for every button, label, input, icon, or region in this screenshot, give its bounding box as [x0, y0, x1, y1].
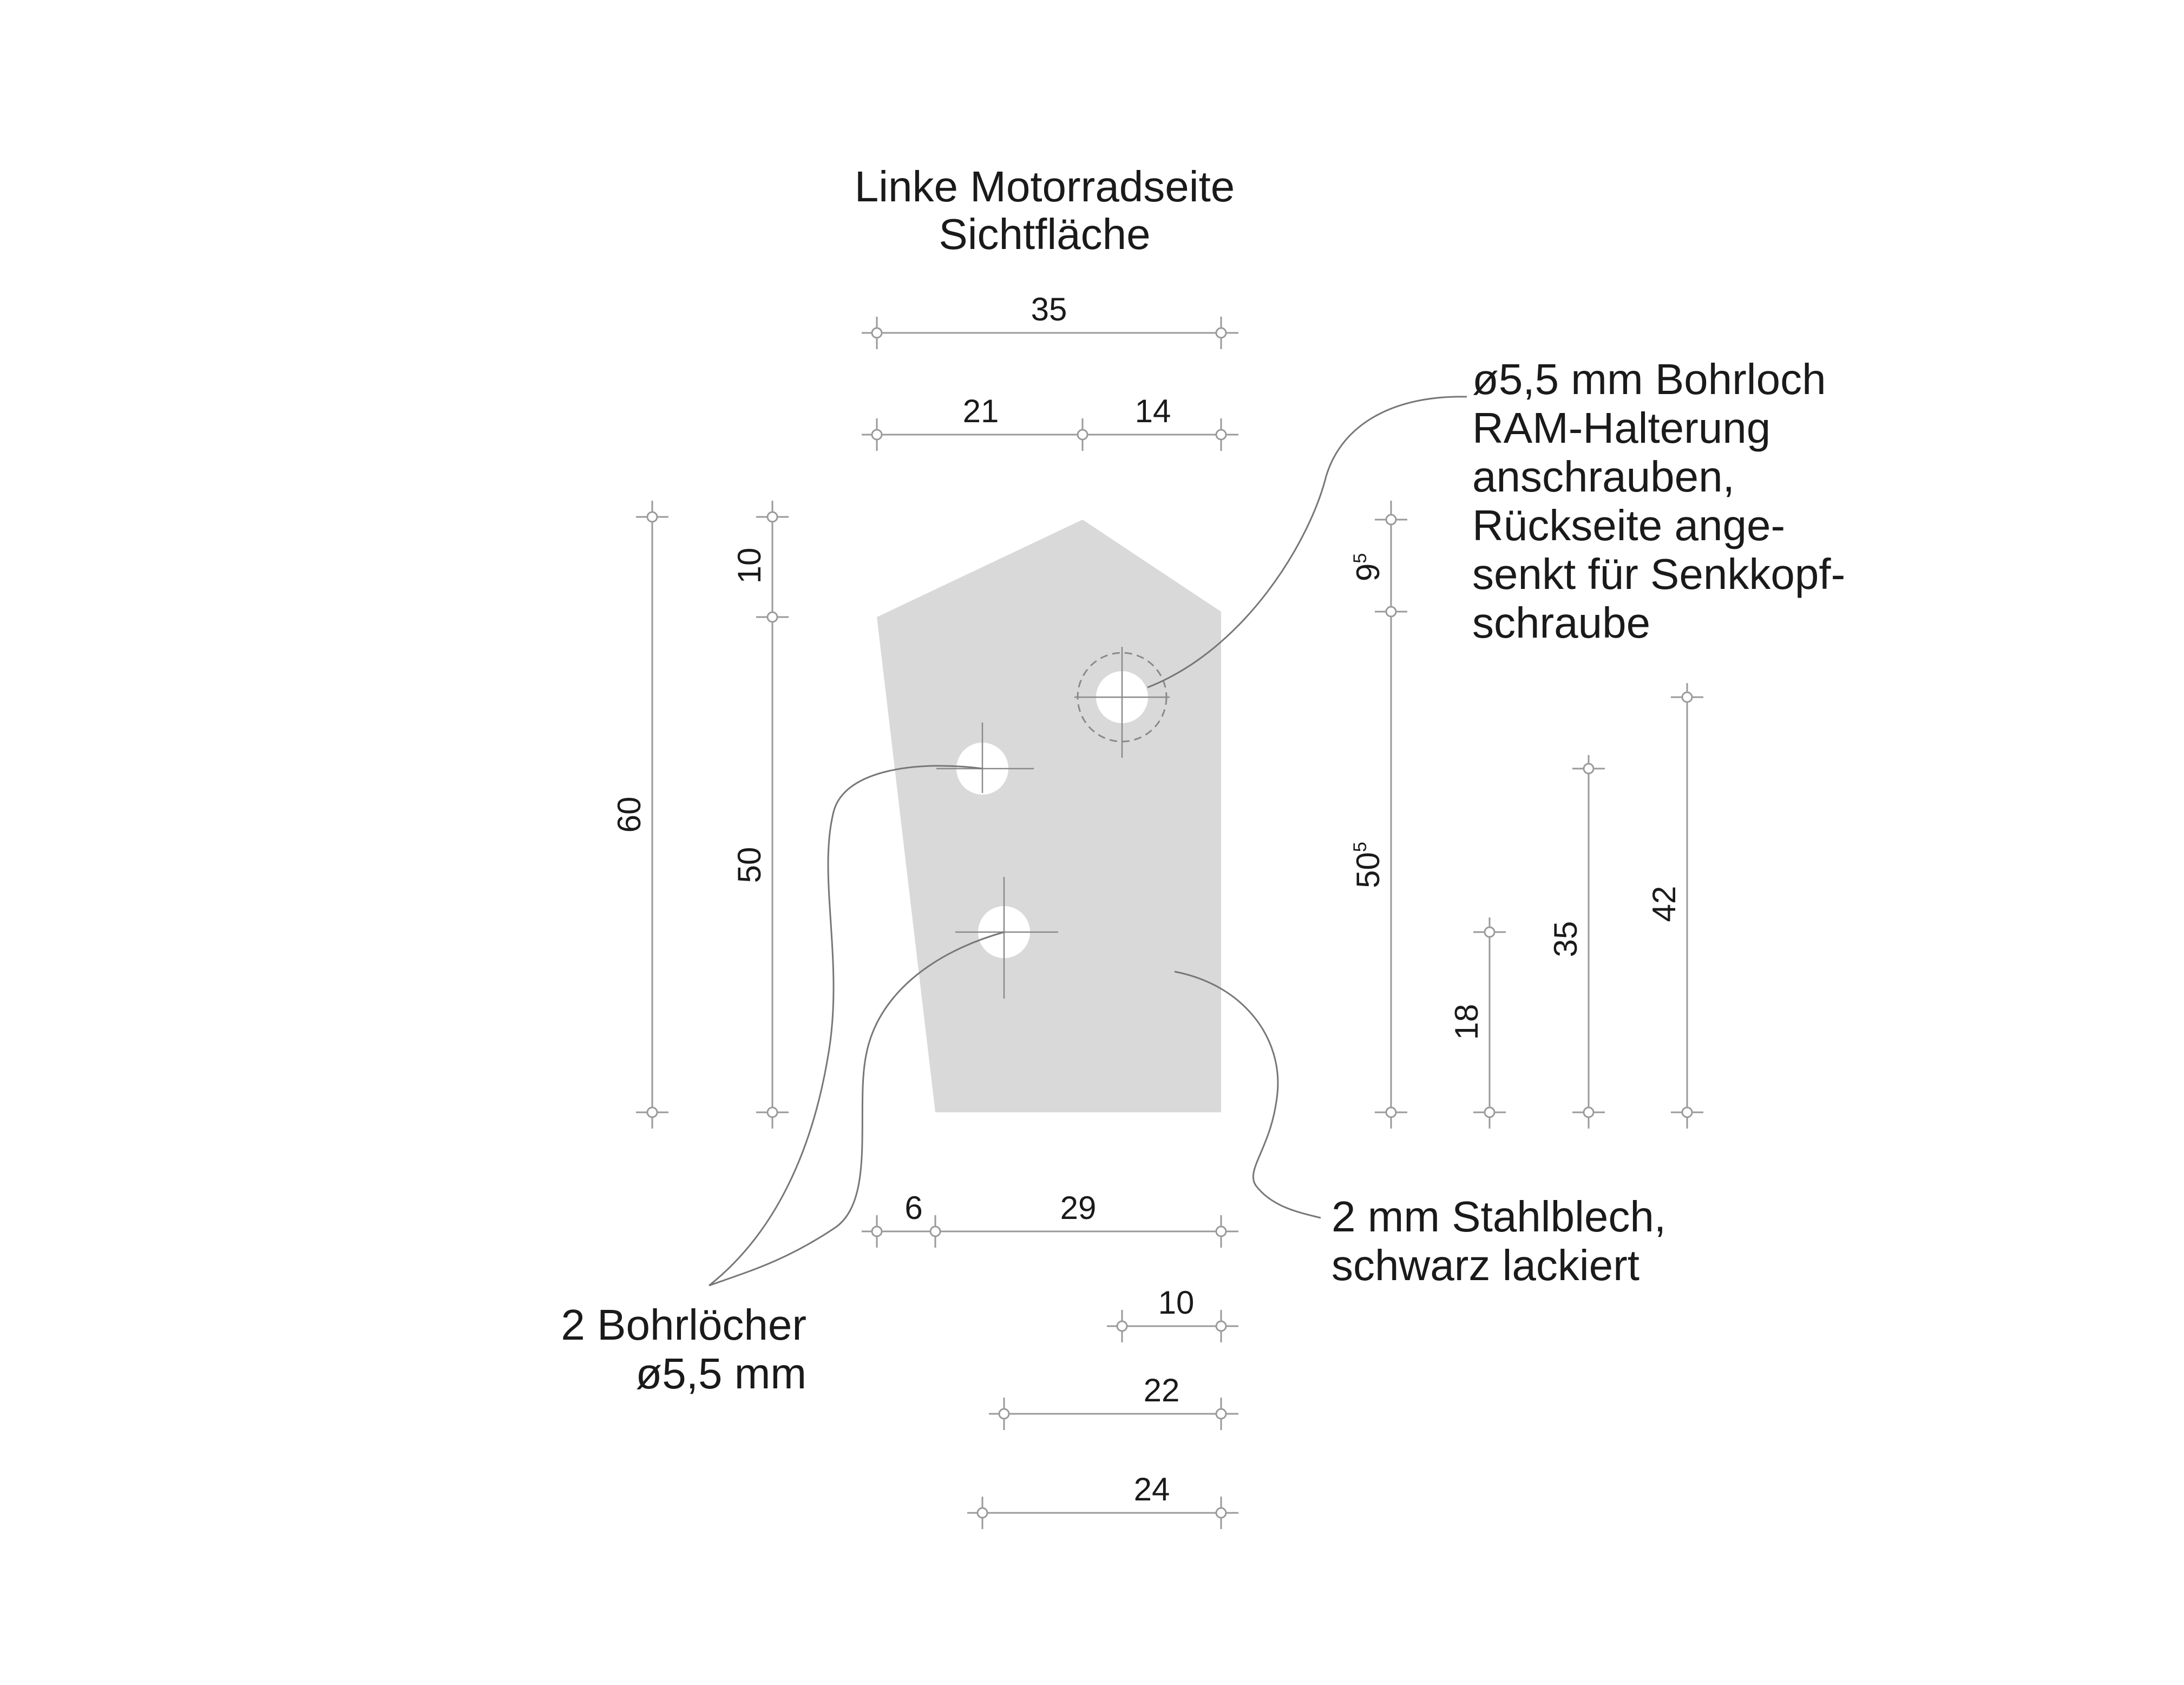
dimension-right-split: [1350, 501, 1407, 1129]
dim-value-50: 50: [1350, 852, 1386, 888]
dimension-left-total: [611, 501, 668, 1129]
note-material-line-1: 2 mm Stahlblech,: [1332, 1192, 1667, 1241]
dimension-bottom-split: [862, 1190, 1238, 1248]
note-holes: [561, 1301, 806, 1398]
dim-label-10-bottom: 10: [1158, 1284, 1195, 1321]
note-ram-line-1: ø5,5 mm Bohrloch: [1472, 355, 1826, 403]
dim-label-42: 42: [1646, 886, 1682, 922]
dim-label-50-5: [1350, 842, 1386, 888]
dim-label-35-vertical: 35: [1547, 921, 1584, 958]
note-holes-line-2: ø5,5 mm: [635, 1349, 806, 1398]
dim-label-14: 14: [1134, 393, 1171, 429]
note-material-line-2: schwarz lackiert: [1332, 1241, 1640, 1289]
dimension-left-split: [731, 501, 789, 1129]
dim-sup-5: 5: [1350, 842, 1370, 853]
dimension-top-total: [862, 291, 1238, 349]
dim-label-29: 29: [1060, 1190, 1097, 1226]
dimension-hole-35: [1547, 755, 1605, 1129]
dim-value-9: 9: [1350, 563, 1386, 582]
title-line-2: Sichtfläche: [939, 210, 1151, 258]
dimension-bottom-10: [1107, 1284, 1238, 1342]
note-holes-line-1: 2 Bohrlöcher: [561, 1301, 806, 1349]
dim-label-35: 35: [1031, 291, 1067, 327]
note-ram-line-4: Rückseite ange-: [1472, 501, 1786, 549]
dim-label-50: 50: [731, 847, 768, 883]
note-material: [1332, 1192, 1666, 1289]
dim-label-22: 22: [1143, 1372, 1180, 1408]
dimension-hole-42: [1646, 683, 1703, 1129]
dim-label-60: 60: [611, 796, 647, 833]
note-ram-line-6: schraube: [1472, 599, 1651, 647]
dim-label-24: 24: [1133, 1471, 1170, 1507]
dim-label-9-5: [1350, 553, 1386, 581]
dim-label-10: 10: [731, 547, 768, 584]
dimension-hole-18: [1448, 917, 1506, 1129]
dim-sup-5: 5: [1350, 553, 1370, 563]
note-ram-line-3: anschrauben,: [1472, 453, 1735, 501]
dimension-top-split: [862, 393, 1238, 451]
dimension-bottom-24: [967, 1471, 1238, 1529]
dim-label-6: 6: [904, 1190, 923, 1226]
note-ram-hole: [1472, 355, 1845, 647]
note-ram-line-5: senkt für Senkkopf-: [1472, 550, 1846, 598]
drawing-title: [855, 162, 1235, 258]
dim-label-21: 21: [962, 393, 999, 429]
note-ram-line-2: RAM-Halterung: [1472, 404, 1771, 452]
title-line-1: Linke Motorradseite: [854, 162, 1235, 211]
dim-label-18: 18: [1448, 1004, 1485, 1040]
steel-plate: [877, 520, 1221, 1112]
dimension-bottom-22: [989, 1372, 1238, 1430]
